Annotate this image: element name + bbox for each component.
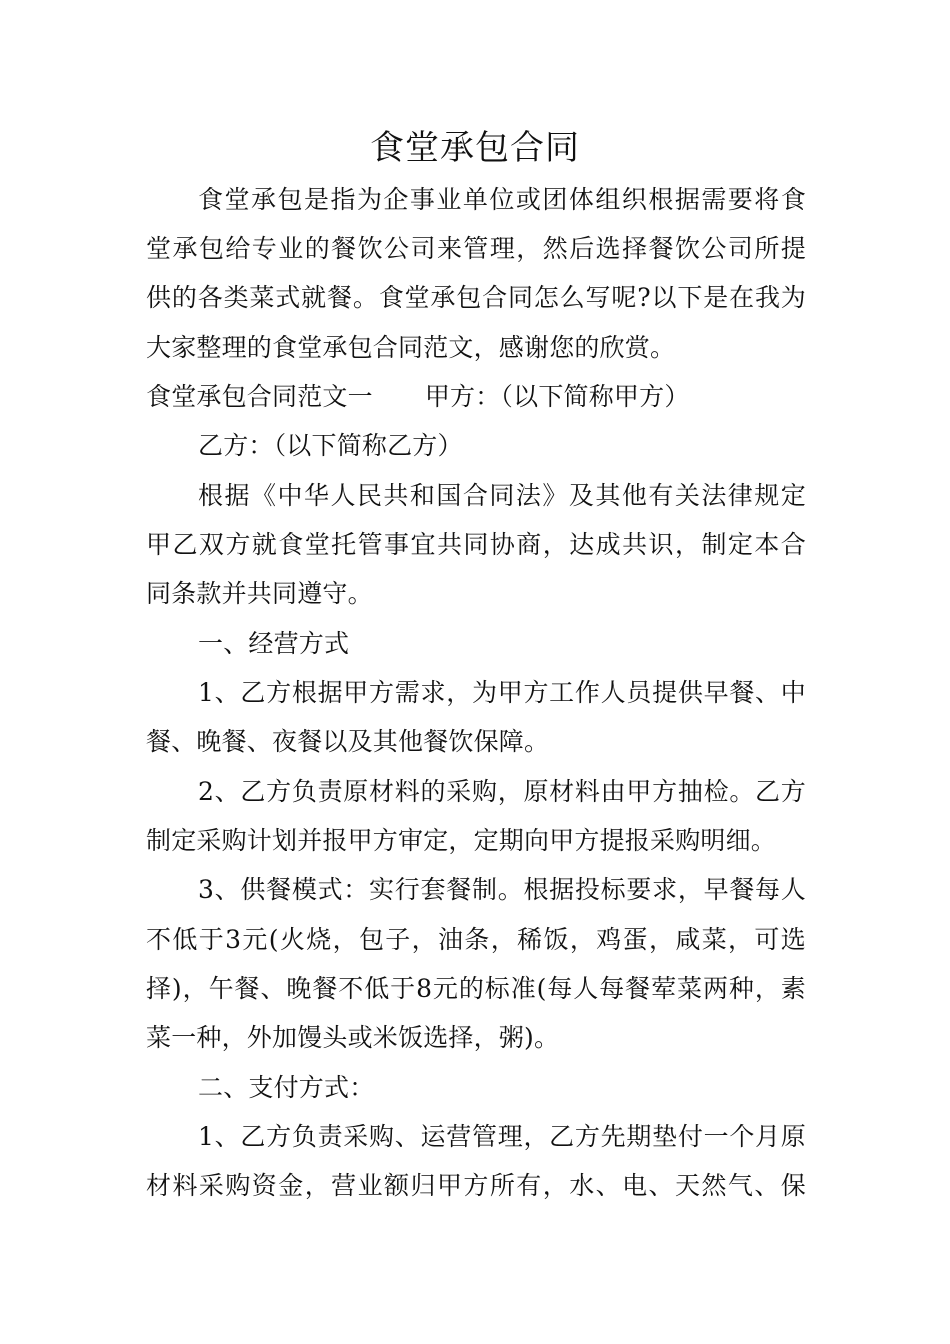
sample-heading: 食堂承包合同范文一	[146, 382, 373, 411]
paragraph-line: 1、乙方根据甲方需求，为甲方工作人员提供早餐、中	[198, 678, 806, 707]
document-title: 食堂承包合同	[370, 128, 580, 168]
paragraph-line: 甲乙双方就食堂托管事宜共同协商，达成共识，制定本合	[146, 530, 806, 559]
paragraph-line: 择)，午餐、晚餐不低于8元的标准(每人每餐荤菜两种，素	[146, 974, 806, 1003]
paragraph-line: 供的各类菜式就餐。食堂承包合同怎么写呢?以下是在我为	[146, 283, 806, 312]
party-b-line: 乙方：（以下简称乙方）	[198, 431, 463, 460]
paragraph-line: 堂承包给专业的餐饮公司来管理，然后选择餐饮公司所提	[146, 234, 806, 263]
paragraph-line: 食堂承包是指为企事业单位或团体组织根据需要将食	[198, 185, 806, 214]
paragraph-line: 3、供餐模式：实行套餐制。根据投标要求，早餐每人	[198, 875, 806, 904]
paragraph-line: 餐、晚餐、夜餐以及其他餐饮保障。	[146, 727, 550, 756]
paragraph-line: 2、乙方负责原材料的采购，原材料由甲方抽检。乙方	[198, 777, 806, 806]
party-a-line: 甲方：（以下简称甲方）	[424, 382, 690, 411]
paragraph-line: 大家整理的食堂承包合同范文，感谢您的欣赏。	[146, 333, 676, 362]
section-heading-line	[146, 379, 806, 415]
paragraph-line: 根据《中华人民共和国合同法》及其他有关法律规定	[198, 481, 806, 510]
paragraph-line: 同条款并共同遵守。	[146, 579, 373, 608]
section-heading: 二、支付方式：	[198, 1073, 375, 1102]
paragraph-line: 制定采购计划并报甲方审定，定期向甲方提报采购明细。	[146, 826, 777, 855]
paragraph-line: 材料采购资金，营业额归甲方所有，水、电、天然气、保	[146, 1171, 806, 1200]
section-heading: 一、经营方式	[198, 629, 350, 658]
paragraph-line: 菜一种，外加馒头或米饭选择，粥)。	[146, 1023, 560, 1052]
paragraph-line: 1、乙方负责采购、运营管理，乙方先期垫付一个月原	[198, 1122, 806, 1151]
paragraph-line: 不低于3元(火烧，包子，油条，稀饭，鸡蛋，咸菜，可选	[146, 925, 806, 954]
